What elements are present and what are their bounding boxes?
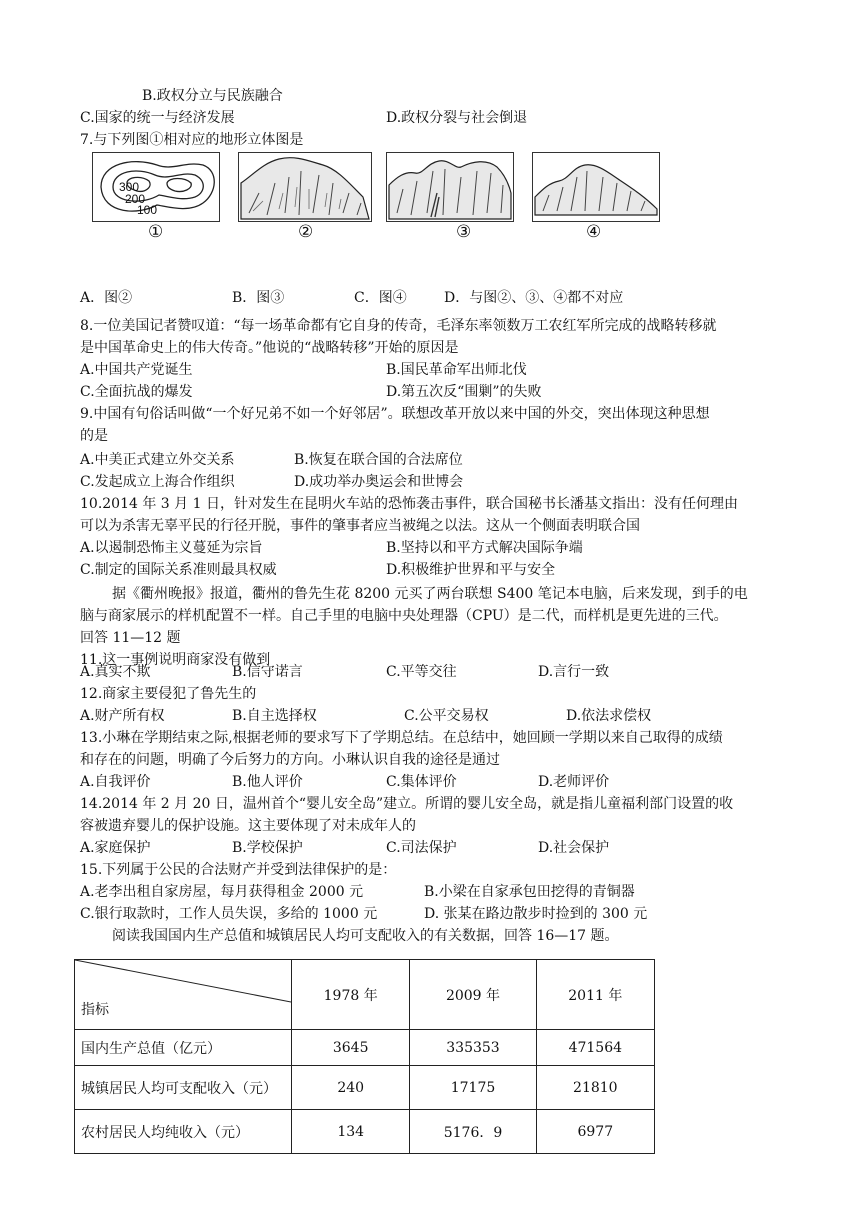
material-1-line-1: 据《衢州晚报》报道，衢州的鲁先生花 8200 元买了两台联想 S400 笔记本电脑，后来发现，到手的电	[112, 586, 748, 602]
contour-200-label: 200	[125, 192, 146, 206]
q13-option-d: D.老师评价	[538, 774, 610, 790]
cell-value: 6977	[536, 1110, 654, 1154]
table-corner-cell	[75, 960, 292, 1030]
question-10-line-1: 10.2014 年 3 月 1 日，针对发生在昆明火车站的恐怖袭击事件，联合国秘书长潘基文指出：没有任何理由	[80, 496, 738, 512]
q7-option-a: A．图②	[80, 290, 133, 306]
question-8-line-1: 8.一位美国记者赞叹道：“每一场革命都有它自身的传奇，毛泽东率领数万工农红军所完成的战略转移就	[80, 318, 717, 334]
q8-option-c: C.全面抗战的爆发	[80, 384, 193, 400]
row-label-urban-income: 城镇居民人均可支配收入（元）	[75, 1066, 292, 1110]
question-9-line-2: 的是	[80, 428, 108, 444]
corner-diagonal-line	[75, 960, 291, 1030]
cell-value: 335353	[410, 1030, 536, 1066]
q11-option-b: B.信守诺言	[232, 664, 303, 680]
option-b-q6: B.政权分立与民族融合	[142, 88, 283, 104]
row-label-gdp: 国内生产总值（亿元）	[75, 1030, 292, 1066]
q14-option-c: C.司法保护	[386, 840, 457, 856]
contour-lines	[93, 153, 219, 221]
q13-option-b: B.他人评价	[232, 774, 303, 790]
q9-option-a: A.中美正式建立外交关系	[80, 452, 235, 468]
material-1-line-3: 回答 11—12 题	[80, 630, 181, 646]
table-row	[75, 1030, 655, 1066]
year-header-2011: 2011 年	[536, 960, 654, 1030]
question-12: 12.商家主要侵犯了鲁先生的	[80, 686, 257, 702]
q10-option-d: D.积极维护世界和平与安全	[386, 562, 556, 578]
q9-option-d: D.成功举办奥运会和世博会	[294, 474, 464, 490]
row-label-rural-income: 农村居民人均纯收入（元）	[75, 1110, 292, 1154]
q13-option-c: C.集体评价	[386, 774, 457, 790]
q13-option-a: A.自我评价	[80, 774, 151, 790]
cell-value: 5176．9	[410, 1110, 536, 1154]
question-11: 11.这一事例说明商家没有做到	[80, 652, 271, 668]
q15-option-a: A.老李出租自家房屋，每月获得租金 2000 元	[80, 884, 364, 900]
year-header-2009: 2009 年	[410, 960, 536, 1030]
cell-value: 21810	[536, 1066, 654, 1110]
q7-option-d: D．与图②、③、④都不对应	[444, 290, 624, 306]
q11-option-a: A.真实不欺	[80, 664, 151, 680]
cell-value: 3645	[292, 1030, 410, 1066]
question-7: 7.与下列图①相对应的地形立体图是	[80, 132, 304, 148]
table-header-label: 指标	[81, 1001, 109, 1018]
question-10-line-2: 可以为杀害无辜平民的行径开脱，事件的肇事者应当被绳之以法。这从一个侧面表明联合国	[80, 518, 640, 534]
terrain-figure-4	[532, 152, 660, 222]
q10-option-b: B.坚持以和平方式解决国际争端	[386, 540, 583, 556]
q12-option-c: C.公平交易权	[404, 708, 489, 724]
option-c-q6: C.国家的统一与经济发展	[80, 110, 235, 126]
q8-option-a: A.中国共产党诞生	[80, 362, 193, 378]
table-row	[75, 1110, 655, 1154]
figure-2-label: ②	[298, 222, 314, 242]
q14-option-a: A.家庭保护	[80, 840, 151, 856]
q14-option-d: D.社会保护	[538, 840, 610, 856]
question-13-line-1: 13.小琳在学期结束之际,根据老师的要求写下了学期总结。在总结中，她回顾一学期以来自己取得的成绩	[80, 730, 723, 746]
q14-option-b: B.学校保护	[232, 840, 303, 856]
q12-option-a: A.财产所有权	[80, 708, 165, 724]
cell-value: 17175	[410, 1066, 536, 1110]
table-header-row	[75, 960, 655, 1030]
q10-option-a: A.以遏制恐怖主义蔓延为宗旨	[80, 540, 263, 556]
figure-1-label: ①	[148, 222, 164, 242]
q12-option-b: B.自主选择权	[232, 708, 317, 724]
contour-100-label: 100	[137, 203, 158, 217]
question-15: 15.下列属于公民的合法财产并受到法律保护的是：	[80, 862, 397, 878]
table-row	[75, 1066, 655, 1110]
cell-value: 471564	[536, 1030, 654, 1066]
q9-option-b: B.恢复在联合国的合法席位	[294, 452, 463, 468]
question-8-line-2: 是中国革命史上的伟大传奇。”他说的“战略转移”开始的原因是	[80, 340, 459, 356]
figure-3-label: ③	[456, 222, 472, 242]
material-2-intro: 阅读我国国内生产总值和城镇居民人均可支配收入的有关数据，回答 16—17 题。	[112, 928, 619, 944]
question-14-line-1: 14.2014 年 2 月 20 日，温州首个“婴儿安全岛”建立。所谓的婴儿安全岛，就是指儿童福利部门设置的收	[80, 796, 734, 812]
q7-option-b: B．图③	[232, 290, 285, 306]
q10-option-c: C.制定的国际关系准则最具权威	[80, 562, 277, 578]
contour-300-label: 300	[119, 180, 140, 194]
q11-option-d: D.言行一致	[538, 664, 610, 680]
q9-option-c: C.发起成立上海合作组织	[80, 474, 235, 490]
cell-value: 134	[292, 1110, 410, 1154]
q7-option-c: C．图④	[354, 290, 407, 306]
q12-option-d: D.依法求偿权	[566, 708, 652, 724]
q11-option-c: C.平等交往	[386, 664, 457, 680]
q15-option-b: B.小梁在自家承包田挖得的青铜器	[424, 884, 635, 900]
year-header-1978: 1978 年	[292, 960, 410, 1030]
question-9-line-1: 9.中国有句俗话叫做“一个好兄弟不如一个好邻居”。联想改革开放以来中国的外交，突出体现这种思想	[80, 406, 710, 422]
material-1-line-2: 脑与商家展示的样机配置不一样。自己手里的电脑中央处理器（CPU）是二代，而样机是更先进的三代。	[80, 608, 728, 624]
q15-option-d: D. 张某在路边散步时捡到的 300 元	[424, 906, 648, 922]
terrain-figure-2	[238, 152, 372, 222]
q15-option-c: C.银行取款时，工作人员失误，多给的 1000 元	[80, 906, 378, 922]
contour-map-figure	[92, 152, 220, 222]
q8-option-b: B.国民革命军出师北伐	[386, 362, 527, 378]
question-13-line-2: 和存在的问题，明确了今后努力的方向。小琳认识自我的途径是通过	[80, 752, 500, 768]
q8-option-d: D.第五次反“围剿”的失败	[386, 384, 542, 400]
figure-4-label: ④	[586, 222, 602, 242]
terrain-figure-3	[386, 152, 514, 222]
cell-value: 240	[292, 1066, 410, 1110]
economic-data-table	[74, 959, 655, 1154]
option-d-q6: D.政权分裂与社会倒退	[386, 110, 528, 126]
question-14-line-2: 容被遗弃婴儿的保护设施。这主要体现了对未成年人的	[80, 818, 416, 834]
